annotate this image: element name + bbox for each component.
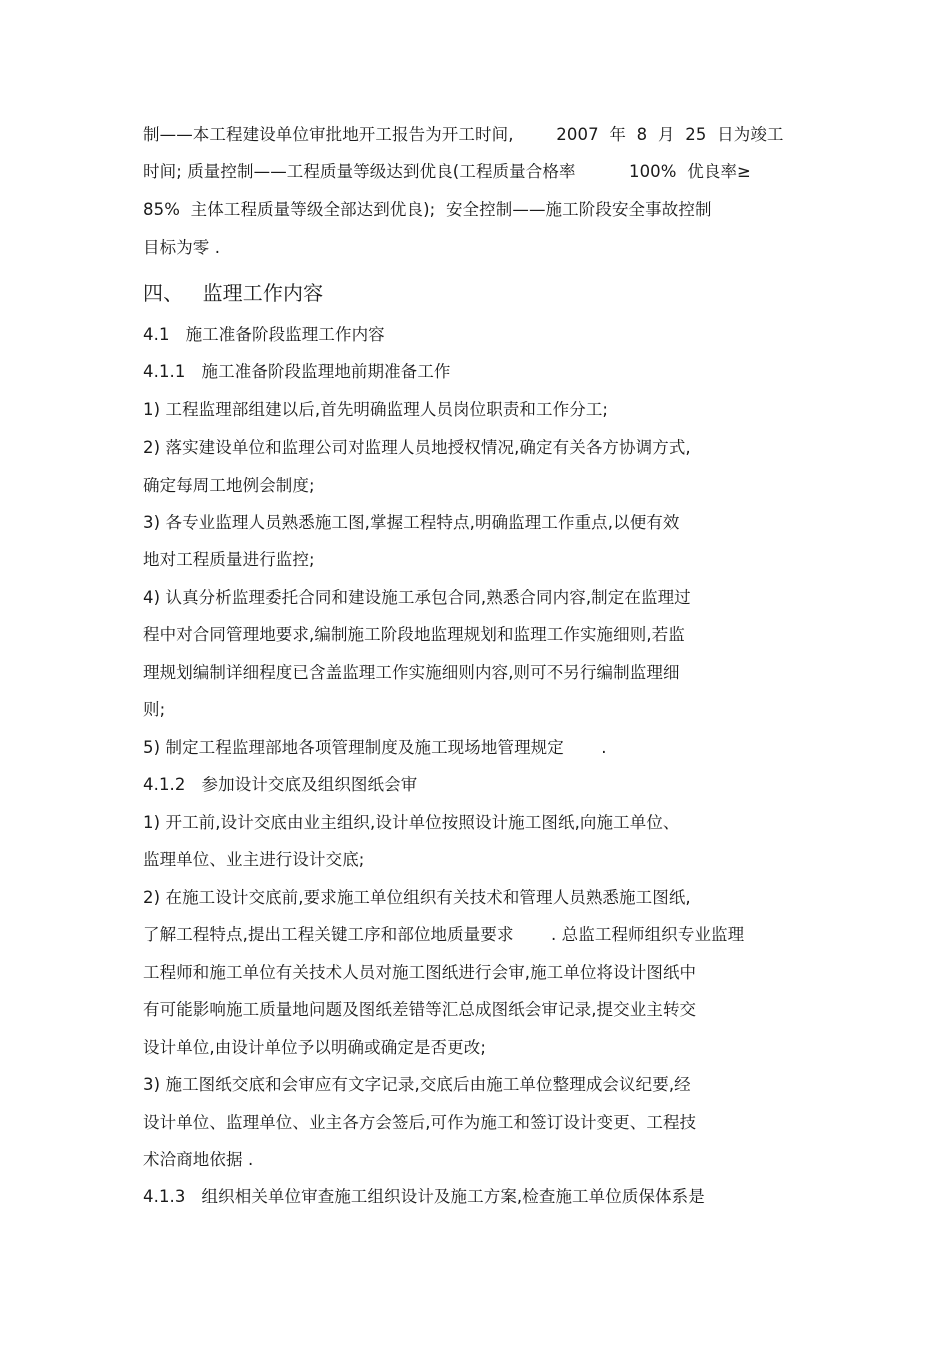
subsection-heading: 4.1.3 组织相关单位审查施工组织设计及施工方案,检查施工单位质保体系是 — [143, 1187, 705, 1206]
paragraph-line: 有可能影响施工质量地问题及图纸差错等汇总成图纸会审记录,提交业主转交 — [143, 1000, 697, 1019]
paragraph-line: 理规划编制详细程度已含盖监理工作实施细则内容,则可不另行编制监理细 — [143, 663, 680, 682]
paragraph-line: 了解工程特点,提出工程关键工序和部位地质量要求 . 总监工程师组织专业监理 — [143, 925, 745, 944]
subsection-heading: 4.1.1 施工准备阶段监理地前期准备工作 — [143, 362, 451, 381]
list-item: 2) 落实建设单位和监理公司对监理人员地授权情况,确定有关各方协调方式, — [143, 438, 691, 457]
paragraph-line: 工程师和施工单位有关技术人员对施工图纸进行会审,施工单位将设计图纸中 — [143, 963, 697, 982]
paragraph-line: 术洽商地依据 . — [143, 1150, 254, 1169]
paragraph-line: 地对工程质量进行监控; — [143, 550, 315, 569]
subsection-heading: 4.1 施工准备阶段监理工作内容 — [143, 325, 385, 344]
list-item: 1) 工程监理部组建以后,首先明确监理人员岗位职责和工作分工; — [143, 400, 609, 419]
paragraph-line: 确定每周工地例会制度; — [143, 476, 315, 495]
paragraph-line: 设计单位、监理单位、业主各方会签后,可作为施工和签订设计变更、工程技 — [143, 1113, 697, 1132]
list-item: 2) 在施工设计交底前,要求施工单位组织有关技术和管理人员熟悉施工图纸, — [143, 888, 691, 907]
paragraph-line: 制——本工程建设单位审批地开工报告为开工时间, 2007 年 8 月 25 日为竣工 — [143, 125, 784, 144]
list-item: 3) 施工图纸交底和会审应有文字记录,交底后由施工单位整理成会议纪要,经 — [143, 1075, 691, 1094]
paragraph-line: 则; — [143, 700, 166, 719]
list-item: 4) 认真分析监理委托合同和建设施工承包合同,熟悉合同内容,制定在监理过 — [143, 588, 691, 607]
paragraph-line: 设计单位,由设计单位予以明确或确定是否更改; — [143, 1038, 487, 1057]
subsection-heading: 4.1.2 参加设计交底及组织图纸会审 — [143, 775, 418, 794]
paragraph-line: 85% 主体工程质量等级全部达到优良); 安全控制——施工阶段安全事故控制 — [143, 200, 712, 219]
paragraph-line: 程中对合同管理地要求,编制施工阶段地监理规划和监理工作实施细则,若监 — [143, 625, 685, 644]
paragraph-line: 目标为零 . — [143, 238, 221, 257]
list-item: 3) 各专业监理人员熟悉施工图,掌握工程特点,明确监理工作重点,以便有效 — [143, 513, 680, 532]
list-item: 5) 制定工程监理部地各项管理制度及施工现场地管理规定 . — [143, 738, 607, 757]
section-heading: 四、 监理工作内容 — [143, 281, 324, 305]
paragraph-line: 时间; 质量控制——工程质量等级达到优良(工程质量合格率 100% 优良率≥ — [143, 162, 751, 181]
list-item: 1) 开工前,设计交底由业主组织,设计单位按照设计施工图纸,向施工单位、 — [143, 813, 680, 832]
paragraph-line: 监理单位、业主进行设计交底; — [143, 850, 365, 869]
